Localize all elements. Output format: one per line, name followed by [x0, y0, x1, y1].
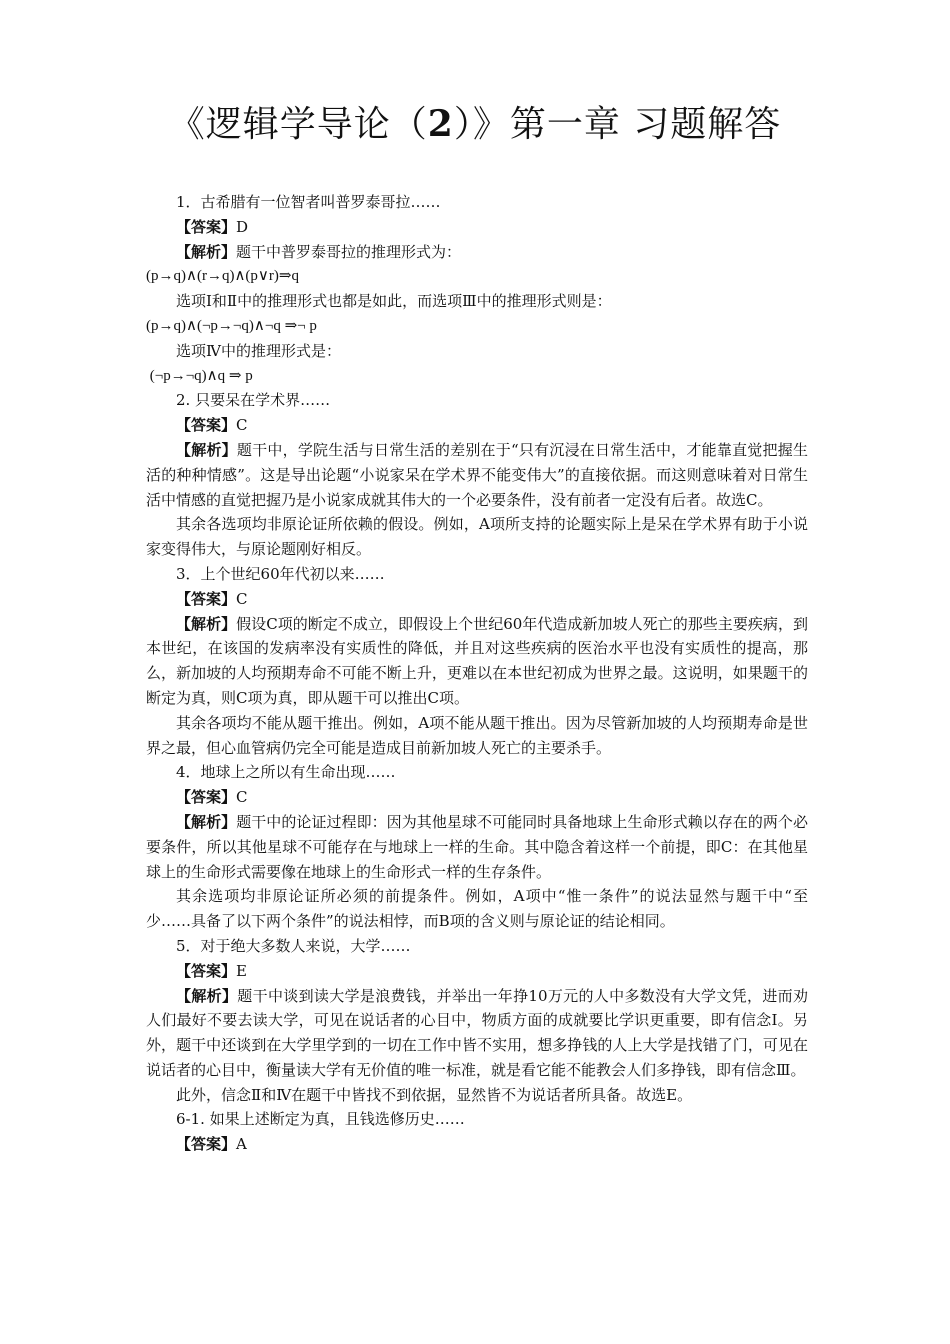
- formula-line: (¬p→¬q)∧q ⇒ p: [146, 367, 253, 384]
- answer-text: C: [236, 788, 248, 807]
- answer-text: 题干中谈到读大学是浪费钱，并举出一年挣10万元的人中多数没有大学文凭，进而劝人们最好不要去读大学，可见在说话者的心目中，物质方面的成就要比学识更重要，即有信念Ⅰ。另外，题干中还谈到在大学里学到的一切在工作中皆不实用，想多挣钱的人上大学是找错了门，可见在说话者的心目中，衡量读大学有无价值的唯一标准，就是看它能不能教会人们多挣钱，即有信念Ⅲ。: [146, 986, 808, 1079]
- text-paragraph: 6-1. 如果上述断定为真，且钱选修历史……: [176, 1110, 465, 1129]
- answer-paragraph: [146, 587, 808, 612]
- text-paragraph: 5．对于绝大多数人来说，大学……: [176, 936, 411, 955]
- answer-label: 【答案】: [176, 416, 237, 435]
- page-title: [0, 100, 950, 149]
- answer-label: 【答案】: [176, 217, 237, 236]
- answer-text: C: [236, 589, 248, 608]
- text-paragraph: 此外，信念Ⅱ和Ⅳ在题干中皆找不到依据，显然皆不为说话者所具备。故选E。: [176, 1085, 693, 1104]
- answer-paragraph: [146, 959, 808, 984]
- formula-line: (p→q)∧(r→q)∧(p∨r)⇒q: [146, 268, 299, 285]
- answer-label: 【答案】: [176, 1135, 237, 1154]
- answer-paragraph: [146, 215, 808, 240]
- answer-label: 【答案】: [176, 961, 237, 980]
- analysis-paragraph: [146, 240, 808, 265]
- answer-text: 题干中的论证过程即：因为其他星球不可能同时具备地球上生命形式赖以存在的两个必要条件，所以其他星球不可能存在与地球上一样的生命。其中隐含着这样一个前提，即C：在其他星球上的生命形式需要像在地球上的生命形式一样的生存条件。: [146, 812, 808, 881]
- answer-label: 【解析】: [176, 986, 238, 1005]
- answer-text: 假设C项的断定不成立，即假设上个世纪60年代造成新加坡人死亡的那些主要疾病，到本世纪，在该国的发病率没有实质性的降低，并且对这些疾病的医治水平也没有实质性的提高，那么，新加坡的人均预期寿命不可能不断上升，更难以在本世纪初成为世界之最。这说明，如果题干的断定为真，则C项为真，即从题干可以推出C项。: [146, 614, 808, 707]
- formula-line: (p→q)∧(¬p→¬q)∧¬q ⇒¬ p: [146, 317, 317, 334]
- answer-label: 【答案】: [176, 589, 237, 608]
- title-suffix: ）》第一章 习题解答: [453, 104, 782, 145]
- analysis-paragraph: [146, 612, 808, 711]
- document-body: [146, 190, 808, 1157]
- analysis-paragraph: [146, 438, 808, 512]
- analysis-paragraph: [146, 984, 808, 1083]
- text-paragraph: 其余选项均非原论证所必须的前提条件。例如，A项中“惟一条件”的说法显然与题干中“至少……具备了以下两个条件”的说法相悖，而B项的含义则与原论证的结论相同。: [146, 887, 808, 931]
- analysis-paragraph: [146, 810, 808, 884]
- text-paragraph: 4．地球上之所以有生命出现……: [176, 763, 396, 782]
- answer-label: 【解析】: [176, 242, 237, 261]
- answer-text: E: [236, 961, 247, 980]
- answer-text: D: [236, 217, 249, 236]
- answer-text: 题干中普罗泰哥拉的推理形式为：: [236, 242, 462, 261]
- answer-label: 【解析】: [176, 440, 237, 459]
- text-paragraph: 其余各项均不能从题干推出。例如，A项不能从题干推出。因为尽管新加坡的人均预期寿命是世界之最，但心血管病仍完全可能是造成目前新加坡人死亡的主要杀手。: [146, 713, 808, 757]
- answer-text: 题干中，学院生活与日常生活的差别在于“只有沉浸在日常生活中，才能靠直觉把握生活的种种情感”。这是导出论题“小说家呆在学术界不能变伟大”的直接依据。而这则意味着对日常生活中情感的直觉把握乃是小说家成就其伟大的一个必要条件，没有前者一定没有后者。故选C。: [146, 440, 808, 509]
- answer-text: A: [236, 1135, 247, 1154]
- title-number: 2: [427, 103, 454, 145]
- text-paragraph: 3．上个世纪60年代初以来……: [176, 564, 385, 583]
- text-paragraph: 2. 只要呆在学术界……: [176, 391, 331, 410]
- text-paragraph: 1．古希腊有一位智者叫普罗泰哥拉……: [176, 193, 441, 211]
- text-paragraph: 选项Ⅰ和Ⅱ中的推理形式也都是如此，而选项Ⅲ中的推理形式则是：: [176, 292, 612, 311]
- answer-label: 【答案】: [176, 788, 237, 807]
- title-prefix: 《逻辑学导论（: [168, 104, 428, 145]
- text-paragraph: 选项Ⅳ中的推理形式是：: [176, 341, 341, 360]
- answer-text: C: [236, 416, 248, 435]
- answer-paragraph: [146, 413, 808, 438]
- text-paragraph: 其余各选项均非原论证所依赖的假设。例如，A项所支持的论题实际上是呆在学术界有助于小说家变得伟大，与原论题刚好相反。: [146, 515, 808, 559]
- answer-paragraph: [146, 785, 808, 810]
- answer-label: 【解析】: [176, 812, 237, 831]
- answer-paragraph: [146, 1132, 808, 1157]
- answer-label: 【解析】: [176, 614, 237, 633]
